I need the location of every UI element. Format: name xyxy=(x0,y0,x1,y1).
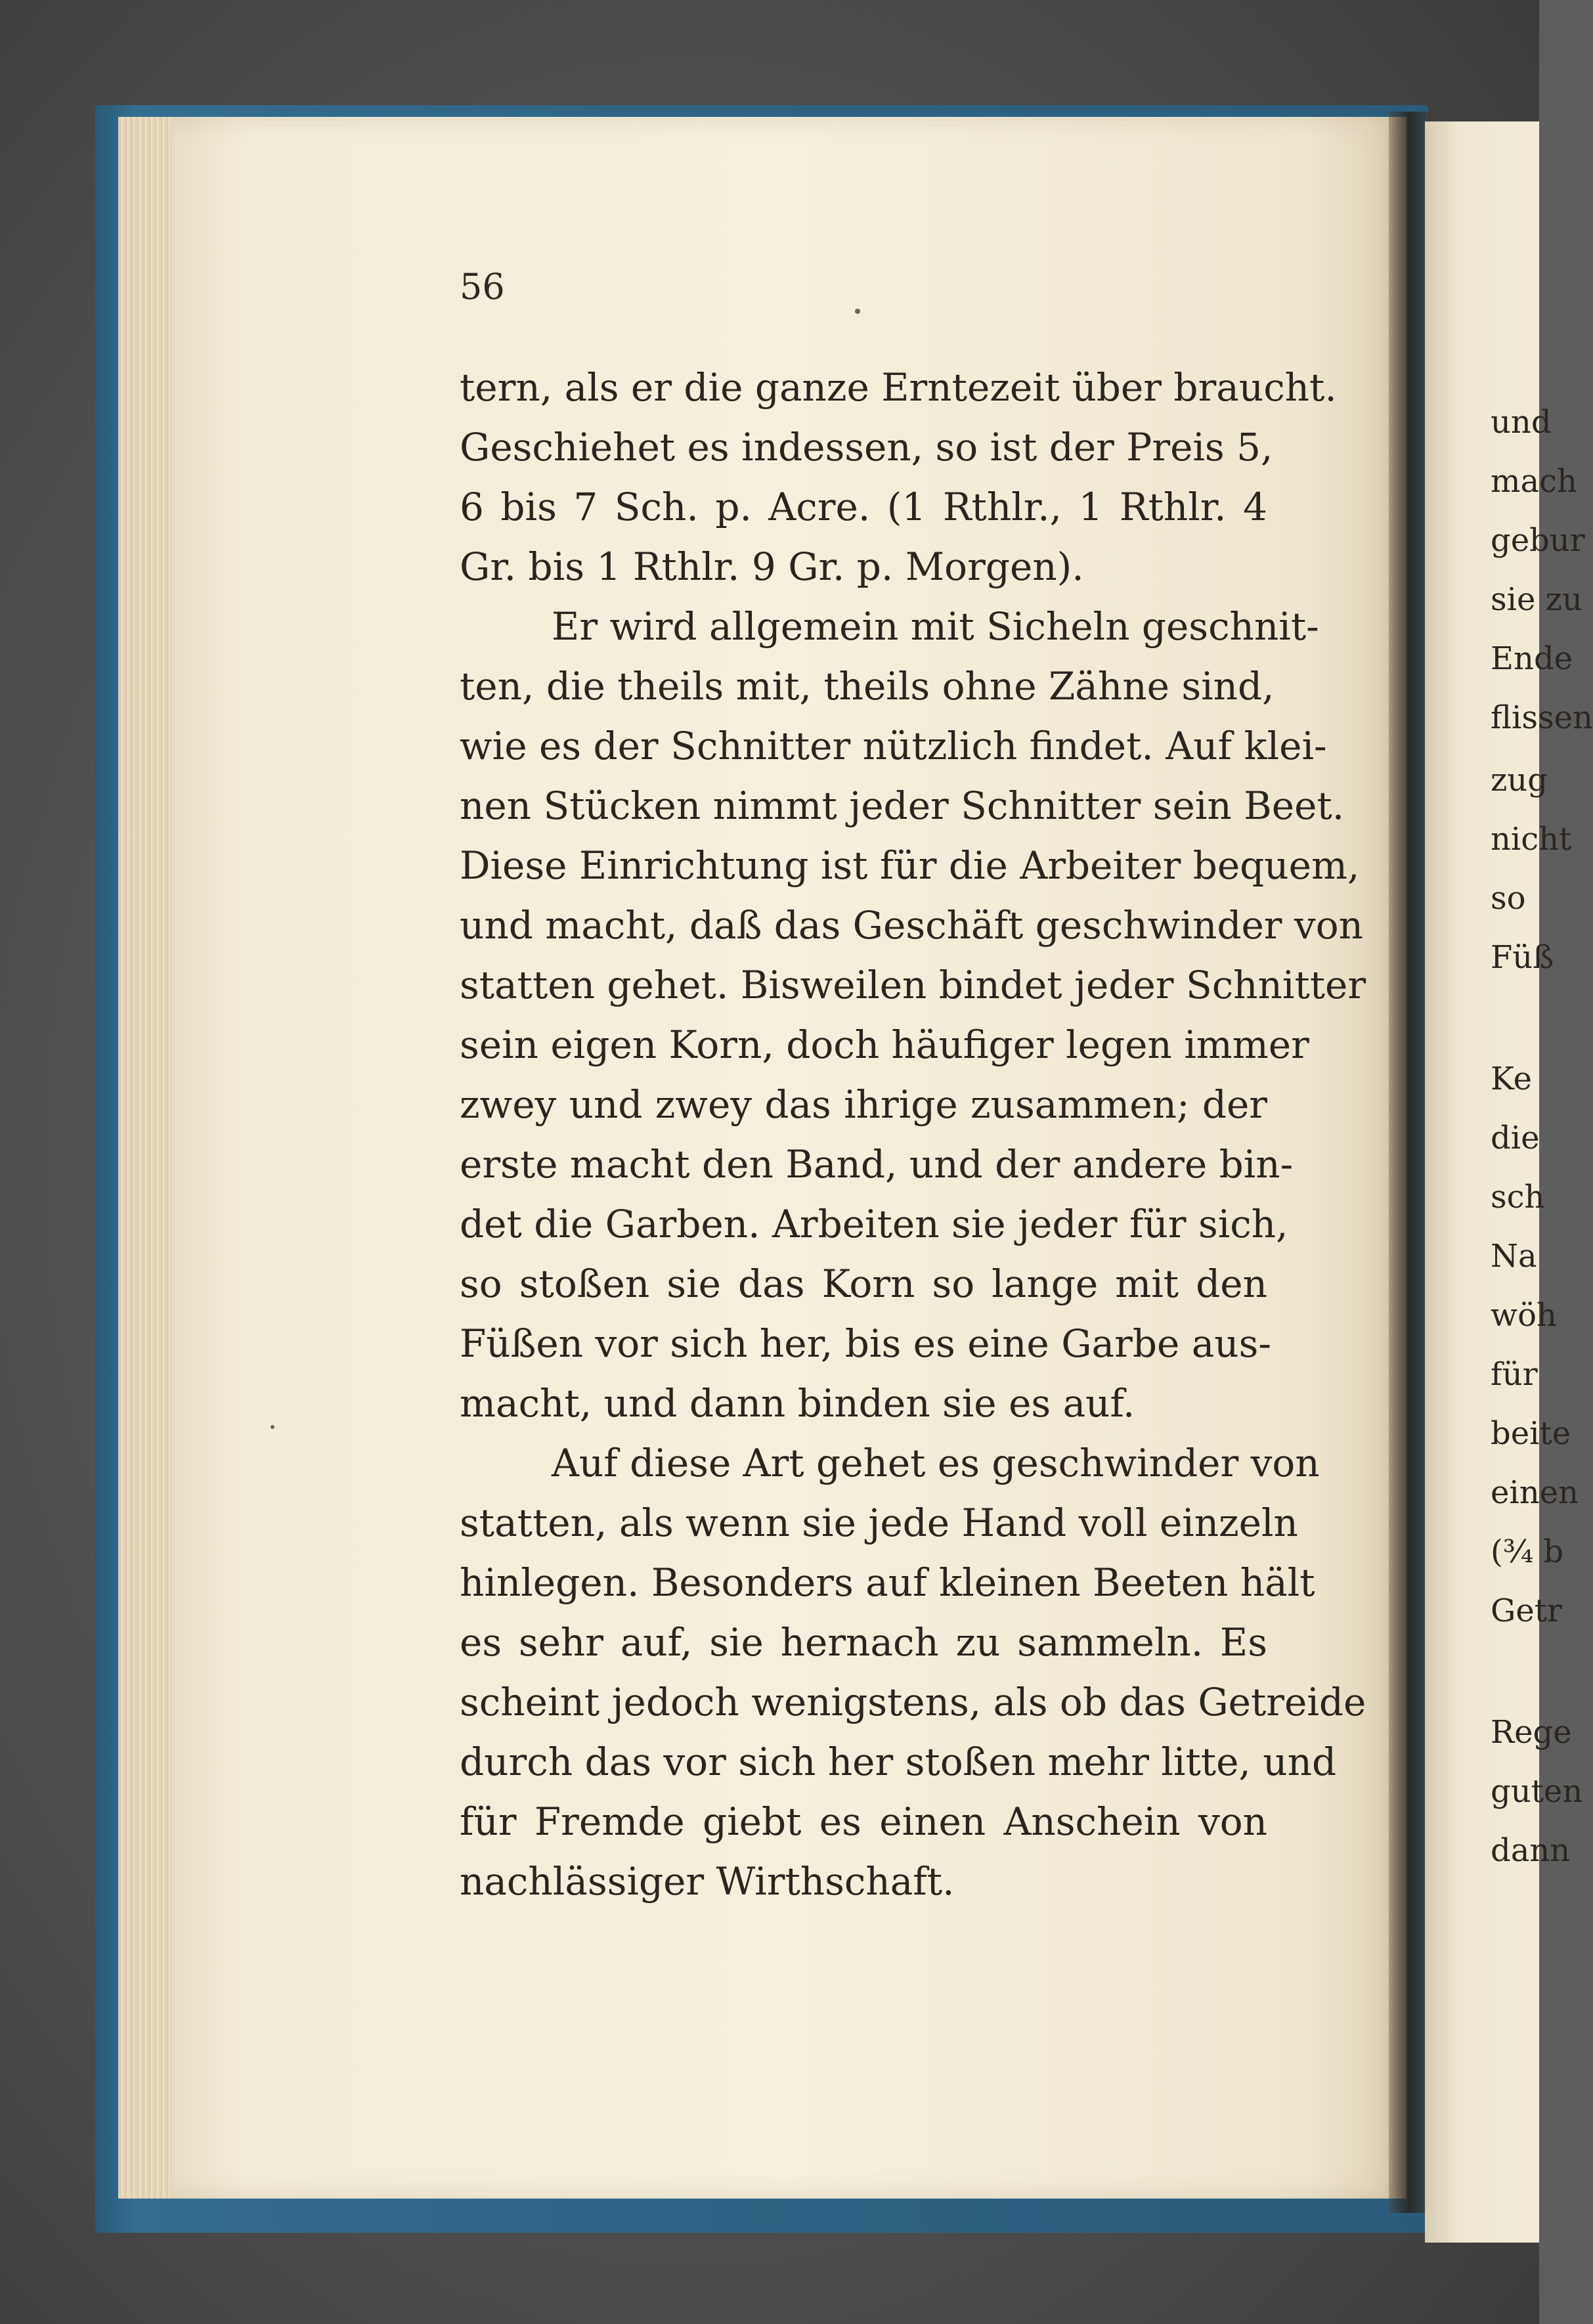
text-line: Geschiehet es indessen, so ist der Preis 5, xyxy=(460,425,1273,470)
text-line: wie es der Schnitter nützlich findet. Auf klei- xyxy=(460,724,1327,768)
facing-fragment: Na xyxy=(1491,1238,1537,1275)
text-line: nachlässiger Wirthschaft. xyxy=(460,1859,955,1904)
facing-fragment: zug xyxy=(1491,762,1548,799)
facing-fragment: wöh xyxy=(1491,1297,1557,1334)
paper-speck xyxy=(271,1425,274,1429)
facing-fragment: Rege xyxy=(1491,1714,1572,1751)
text-line: 6 bis 7 Sch. p. Acre. (1 Rthlr., 1 Rthlr. 4 xyxy=(460,485,1267,529)
text-line: ten, die theils mit, theils ohne Zähne sind, xyxy=(460,664,1275,709)
text-line: det die Garben. Arbeiten sie jeder für sich, xyxy=(460,1202,1288,1246)
facing-fragment: und xyxy=(1491,404,1552,441)
text-line: sein eigen Korn, doch häufiger legen immer xyxy=(460,1022,1309,1067)
text-line: hinlegen. Besonders auf kleinen Beeten hält xyxy=(460,1560,1315,1605)
facing-fragment: sch xyxy=(1491,1179,1545,1216)
facing-fragment: nicht xyxy=(1491,821,1572,858)
facing-fragment: Ke xyxy=(1491,1061,1532,1097)
facing-fragment: so xyxy=(1491,880,1526,917)
text-line: statten gehet. Bisweilen bindet jeder Schnitter xyxy=(460,963,1366,1007)
facing-fragment: Ende xyxy=(1491,640,1573,677)
paper-speck xyxy=(855,309,860,314)
facing-fragment: Getr xyxy=(1491,1592,1562,1629)
text-line: erste macht den Band, und der andere bin- xyxy=(460,1142,1294,1187)
text-line: und macht, daß das Geschäft geschwinder von xyxy=(460,903,1363,948)
facing-fragment: die xyxy=(1491,1120,1540,1156)
text-line: für Fremde giebt es einen Anschein von xyxy=(460,1799,1267,1844)
text-line: zwey und zwey das ihrige zusammen; der xyxy=(460,1082,1267,1127)
page-edges xyxy=(118,117,181,2199)
body-text xyxy=(460,358,1366,1912)
page-number: 56 xyxy=(460,266,505,307)
text-line: Er wird allgemein mit Sicheln geschnit- xyxy=(552,604,1319,649)
facing-fragment: mach xyxy=(1491,463,1577,500)
facing-fragment: einen xyxy=(1491,1474,1579,1511)
text-line: scheint jedoch wenigstens, als ob das Getreide xyxy=(460,1680,1366,1724)
facing-fragment: flissen xyxy=(1491,699,1593,736)
facing-fragment: (¾ b xyxy=(1491,1533,1564,1570)
facing-fragment: beite xyxy=(1491,1415,1571,1452)
facing-fragment: Füß xyxy=(1491,939,1554,976)
text-line: tern, als er die ganze Erntezeit über braucht. xyxy=(460,365,1337,410)
text-line: statten, als wenn sie jede Hand voll einzeln xyxy=(460,1501,1298,1545)
text-line: so stoßen sie das Korn so lange mit den xyxy=(460,1261,1267,1306)
text-line: macht, und dann binden sie es auf. xyxy=(460,1381,1135,1426)
facing-fragment: für xyxy=(1491,1356,1538,1393)
text-line: es sehr auf, sie hernach zu sammeln. Es xyxy=(460,1620,1267,1665)
text-line: Gr. bis 1 Rthlr. 9 Gr. p. Morgen). xyxy=(460,544,1084,589)
facing-fragment: gebur xyxy=(1491,522,1585,559)
text-line: durch das vor sich her stoßen mehr litte, und xyxy=(460,1740,1337,1784)
text-line: Auf diese Art gehet es geschwinder von xyxy=(552,1441,1320,1485)
facing-fragment: sie zu xyxy=(1491,581,1582,618)
text-line: nen Stücken nimmt jeder Schnitter sein Beet. xyxy=(460,783,1345,828)
facing-fragment: guten xyxy=(1491,1773,1583,1810)
text-line: Diese Einrichtung ist für die Arbeiter bequem, xyxy=(460,843,1360,888)
text-line: Füßen vor sich her, bis es eine Garbe aus- xyxy=(460,1321,1272,1366)
facing-fragment: dann xyxy=(1491,1832,1571,1869)
